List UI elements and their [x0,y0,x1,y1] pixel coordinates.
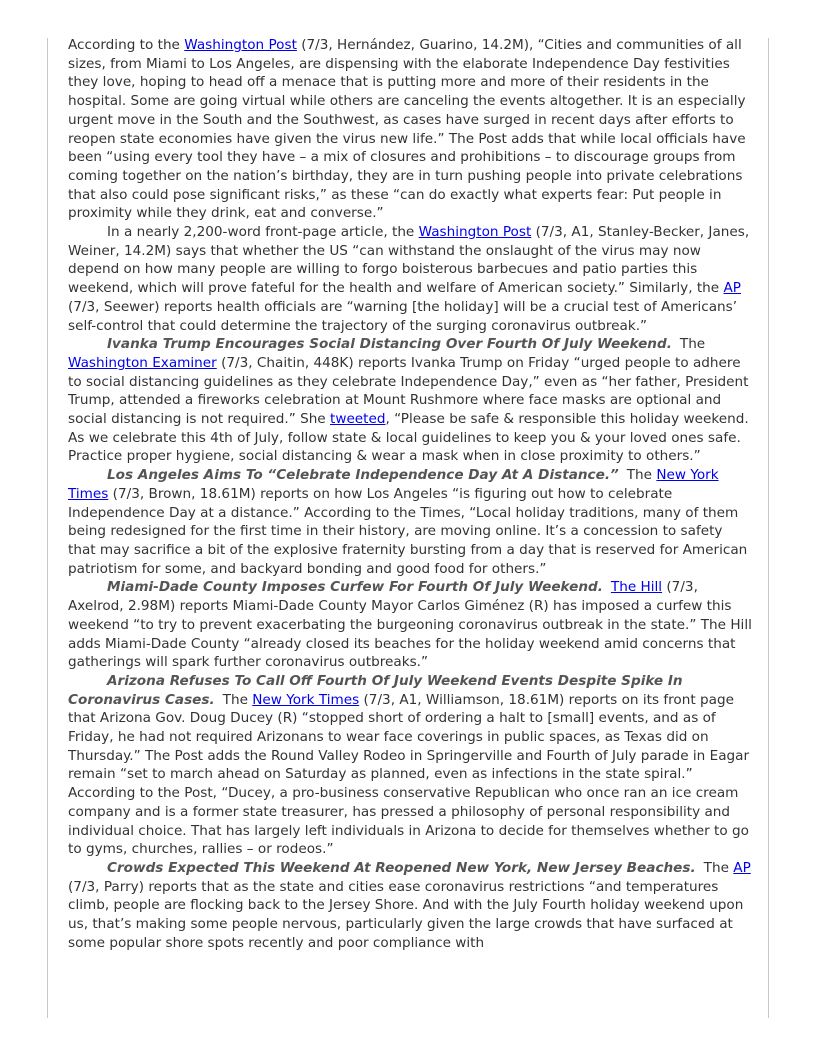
paragraph-text: The [679,336,706,353]
paragraph-text: The [626,467,657,484]
ap-link[interactable]: AP [723,280,741,297]
washington-post-link[interactable]: Washington Post [184,37,297,53]
page-border-left [47,38,48,1018]
the-hill-link[interactable]: The Hill [610,579,663,596]
story-headline: Arizona Refuses To Call Off Fourth Of July Weekend Events Despite Spike In Coronavirus Cases. [68,672,683,708]
paragraph-text: (7/3, Hernández, Guarino, 14.2M), “Cities and communities of all sizes, from Miami to Los Angeles, are dispensing with the elaborate Independence Day festivities they love, hoping to head off a menace that is putting more and more of their residents in the hospital. Some are going virtual while others are canceling the events altogether. It is an especially urgent move in the South and the Southwest, as cases have surged in recent days after efforts to reopen state economies have given the virus new life.” The Post adds that while local officials have been “using every tool they have – a mix of closures and prohibitions – to discourage groups from coming together on the nation’s birthday, they are in turn pushing people into private celebrations that also could pose significant risks,” as these “can do exactly what experts fear: Put people in proximity while they drink, eat and converse.” [68,37,746,222]
paragraph-text: (7/3, Axelrod, 2.98M) reports Miami-Dade County Mayor Carlos Giménez (R) has imposed a curfew this weekend “to try to prevent exacerbating the burgeoning coronavirus outbreak in the state.” The Hill adds Miami-Dade County “already closed its beaches for the holiday weekend amid concerns that gatherings will spark further coronavirus outbreaks.” [68,579,752,671]
paragraph-text: (7/3, Seewer) reports health officials are “warning [the holiday] will be a crucial test of Americans’ self-control that could determine the trajectory of the surging coronavirus outbreak.” [68,298,738,334]
washington-post-link[interactable]: Washington Post [418,224,532,241]
tweeted-link[interactable]: tweeted [330,411,386,428]
new-york-times-link[interactable]: New York Times [252,691,360,708]
story-headline: Los Angeles Aims To “Celebrate Independence Day At A Distance.” [107,467,619,484]
paragraph-beaches [68,859,752,953]
paragraph-text: (7/3, A1, Williamson, 18.61M) reports on its front page that Arizona Gov. Doug Ducey (R) “stopped short of ordering a halt to [small] events, and as of Friday, he had not required Arizonans to wear face coverings in public spaces, as Texas did on Thursday.” The Post adds the Round Valley Rodeo in Springerville and Fourth of July parade in Eagar remain “set to march ahead on Saturday as planned, even as infections in the state spiral.” According to the Post, “Ducey, a pro-business conservative Republican who once ran an ice cream company and is a former state treasurer, has pressed a philosophy of personal responsibility and individual choice. That has largely left individuals in Arizona to decide for themselves whether to go to gyms, churches, rallies – or rodeos.” [68,691,750,858]
new-york-times-link[interactable]: New York Times [68,467,719,502]
story-headline: Crowds Expected This Weekend At Reopened New York, New Jersey Beaches. [107,859,696,876]
paragraph-miami-dade [68,578,752,672]
paragraph-text: In a nearly 2,200-word front-page article, the [107,224,419,241]
ap-link[interactable]: AP [733,859,751,876]
paragraph-text: The [222,691,253,708]
story-headline: Miami-Dade County Imposes Curfew For Fourth Of July Weekend. [107,579,603,596]
document-body [68,36,752,952]
paragraph-text: (7/3, Brown, 18.61M) reports on how Los Angeles “is figuring out how to celebrate Independence Day at a distance.” According to the Times, “Local holiday traditions, many of them being redesigned for the first time in their history, are moving online. It’s a concession to safety that may sacrifice a bit of the explosive fraternity bursting from a day that is reserved for American patriotism for some, and backyard bonding and good food for others.” [68,485,748,577]
paragraph-text: , “Please be safe & responsible this holiday weekend. As we celebrate this 4th of July, follow state & local guidelines to keep you & your loved ones safe. Practice proper hygiene, social distancing & wear a mask when in close proximity to others.” [68,411,749,465]
paragraph-text: (7/3, A1, Stanley-Becker, Janes, Weiner, 14.2M) says that whether the US “can withstand the onslaught of the virus may now depend on how many people are willing to forgo boisterous barbecues and patio parties this weekend, which will prove fateful for the health and welfare of American society.” Similarly, the [68,224,750,297]
paragraph-text: (7/3, Parry) reports that as the state and cities ease coronavirus restrictions “and temperatures climb, people are flocking back to the Jersey Shore. And with the July Fourth holiday weekend upon us, that’s making some people nervous, particularly given the large crowds that have surfaced at some popular shore spots recently and poor compliance with [68,878,744,951]
paragraph-text: The [703,859,734,876]
paragraph-los-angeles [68,466,752,578]
paragraph-text: According to the [68,37,185,53]
story-headline: Ivanka Trump Encourages Social Distancing Over Fourth Of July Weekend. [107,336,672,353]
paragraph-text: (7/3, Chaitin, 448K) reports Ivanka Trump on Friday “urged people to adhere to social distancing guidelines as they celebrate Independence Day,” even as “her father, President Trump, attended a fireworks celebration at Mount Rushmore where face masks are optional and social distancing is not required.” She [68,354,749,428]
paragraph-cities-cancel [68,36,752,223]
page-border-right [768,38,769,1018]
paragraph-arizona [68,672,752,859]
paragraph-front-page-article [68,223,752,335]
washington-examiner-link[interactable]: Washington Examiner [68,354,217,371]
paragraph-ivanka-trump [68,335,752,466]
